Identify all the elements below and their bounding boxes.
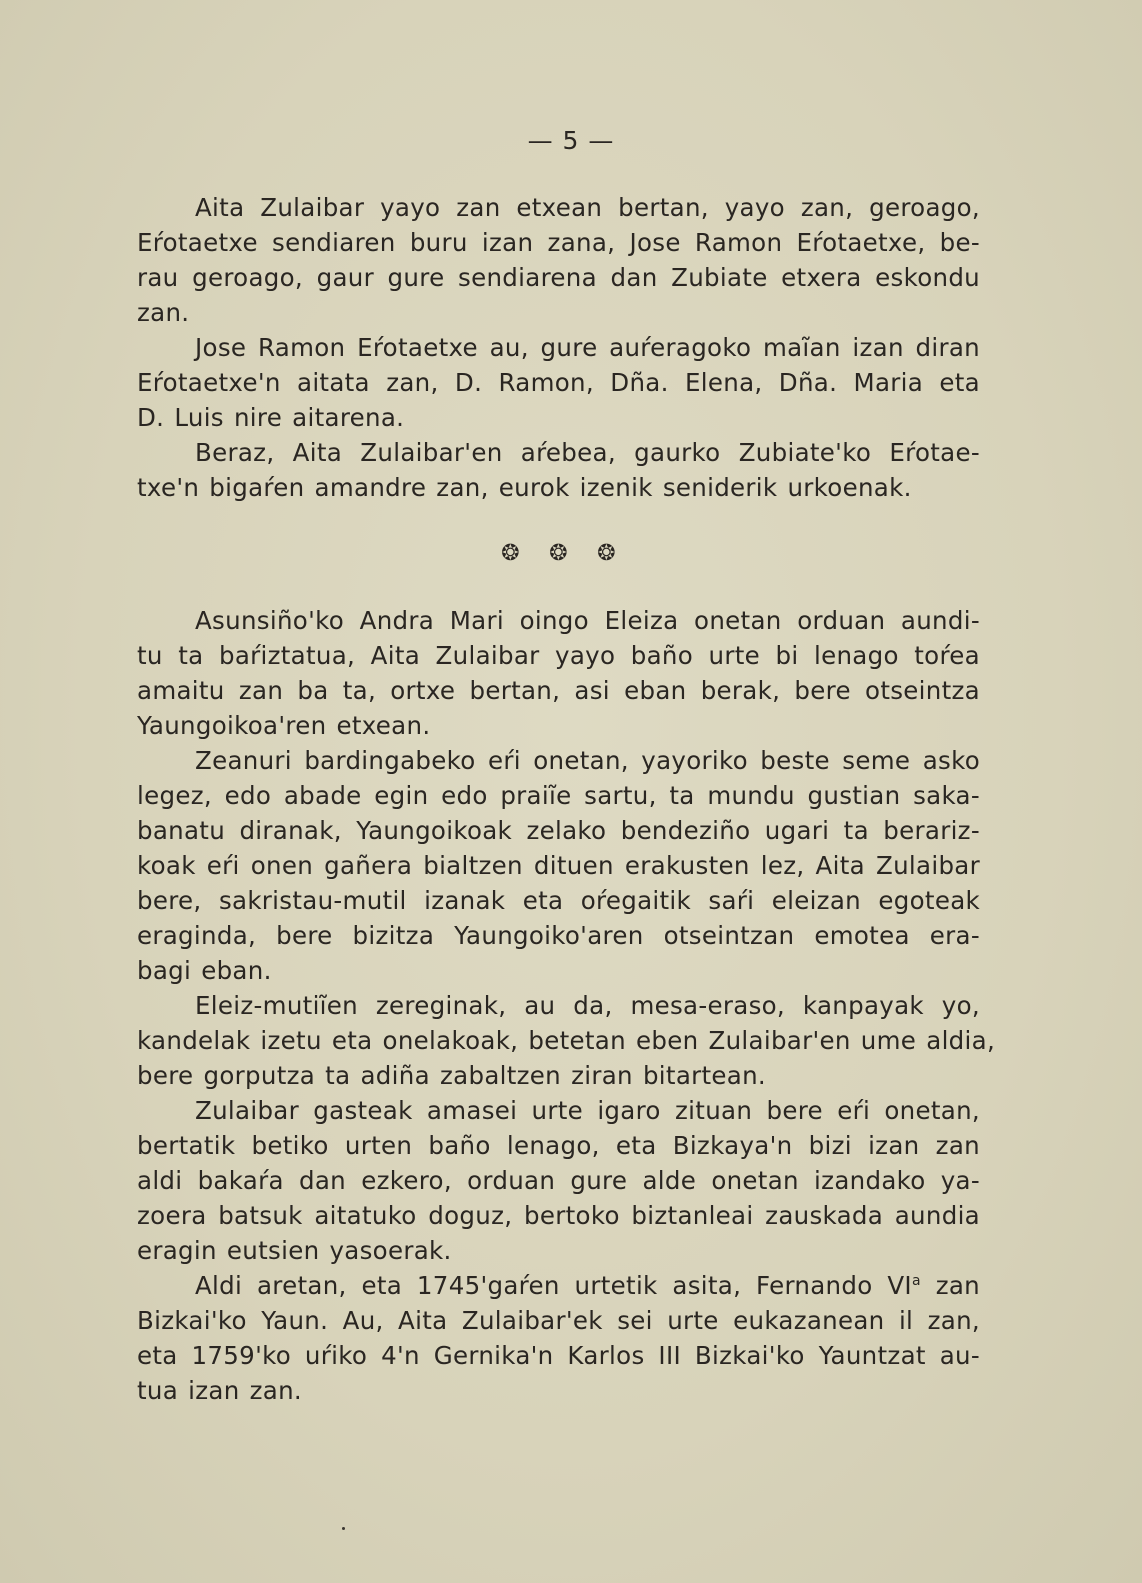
text-line: aldi bakaŕa dan ezkero, orduan gure alde onetan izandako ya- — [137, 1166, 980, 1195]
text-line: eraginda, bere bizitza Yaungoiko'aren otseintzan emotea era- — [137, 921, 980, 950]
text-line: Beraz, Aita Zulaibar'en aŕebea, gaurko Zubiate'ko Eŕotae- — [195, 438, 980, 467]
text-line: amaitu zan ba ta, ortxe bertan, asi eban berak, bere otseintza — [137, 676, 980, 705]
text-line: bertatik betiko urten baño lenago, eta Bizkaya'n bizi izan zan — [137, 1131, 980, 1160]
text-line: Eŕotaetxe sendiaren buru izan zana, Jose Ramon Eŕotaetxe, be- — [137, 228, 980, 257]
paragraph — [137, 435, 980, 505]
page-number: — 5 — — [527, 126, 615, 155]
paragraph — [137, 988, 996, 1093]
paragraph — [137, 1268, 980, 1408]
paragraph — [137, 603, 980, 743]
text-line: eta 1759'ko uŕiko 4'n Gernika'n Karlos III Bizkai'ko Yauntzat au- — [137, 1341, 980, 1370]
text-line: Aita Zulaibar yayo zan etxean bertan, yayo zan, geroago, — [195, 193, 980, 222]
text-line: tua izan zan. — [137, 1376, 303, 1405]
paragraph — [137, 330, 980, 435]
text-line: bagi eban. — [137, 956, 272, 985]
print-speck — [342, 1527, 345, 1530]
paragraph — [137, 743, 980, 988]
text-line: eragin eutsien yasoerak. — [137, 1236, 452, 1265]
paragraph — [137, 1093, 980, 1268]
ornament-icon: ❂ — [549, 541, 568, 566]
text-line: Jose Ramon Eŕotaetxe au, gure auŕeragoko maĩan izan diran — [195, 333, 980, 362]
text-line: Zeanuri bardingabeko eŕi onetan, yayoriko beste seme asko — [195, 746, 980, 775]
text-segment: Aldi aretan, eta 1745'gaŕen urtetik asita, Fernando VI — [195, 1271, 912, 1300]
text-line: bere, sakristau-mutil izanak eta oŕegaitik saŕi eleizan egoteak — [137, 886, 980, 915]
text-line: tu ta baŕiztatua, Aita Zulaibar yayo baño urte bi lenago toŕea — [137, 641, 980, 670]
text-segment: zan — [920, 1271, 980, 1300]
ornament-icon: ❂ — [501, 541, 520, 566]
text-line: Eŕotaetxe'n aitata zan, D. Ramon, Dña. Elena, Dña. Maria eta — [137, 368, 980, 397]
superscript: a — [911, 1272, 921, 1289]
text-line: Bizkai'ko Yaun. Au, Aita Zulaibar'ek sei urte eukazanean il zan, — [137, 1306, 980, 1335]
body-text — [137, 190, 996, 1408]
section-ornament — [137, 505, 980, 603]
text-line: banatu diranak, Yaungoikoak zelako bendeziño ugari ta berariz- — [137, 816, 980, 845]
text-line: rau geroago, gaur gure sendiarena dan Zubiate etxera eskondu — [137, 263, 980, 292]
text-line: Zulaibar gasteak amasei urte igaro zituan bere eŕi onetan, — [195, 1096, 980, 1125]
paragraph — [137, 190, 980, 330]
text-line: zoera batsuk aitatuko doguz, bertoko biztanleai zauskada aundia — [137, 1201, 980, 1230]
text-line: Yaungoikoa'ren etxean. — [137, 711, 431, 740]
text-line: legez, edo abade egin edo praiĩe sartu, ta mundu gustian saka- — [137, 781, 980, 810]
text-line: zan. — [137, 298, 190, 327]
text-line: Asunsiño'ko Andra Mari oingo Eleiza onetan orduan aundi- — [195, 606, 980, 635]
text-line: D. Luis nire aitarena. — [137, 403, 405, 432]
ornament-icon: ❂ — [597, 541, 616, 566]
text-line: txe'n bigaŕen amandre zan, eurok izenik seniderik urkoenak. — [137, 473, 912, 502]
text-line — [137, 1268, 980, 1303]
text-line: bere gorputza ta adiña zabaltzen ziran bitartean. — [137, 1061, 767, 1090]
text-line: Eleiz-mutiĩen zereginak, au da, mesa-eraso, kanpayak yo, — [195, 991, 980, 1020]
text-line: koak eŕi onen gañera bialtzen dituen erakusten lez, Aita Zulaibar — [137, 851, 980, 880]
text-line: kandelak izetu eta onelakoak, betetan eben Zulaibar'en ume aldia, — [137, 1026, 996, 1055]
